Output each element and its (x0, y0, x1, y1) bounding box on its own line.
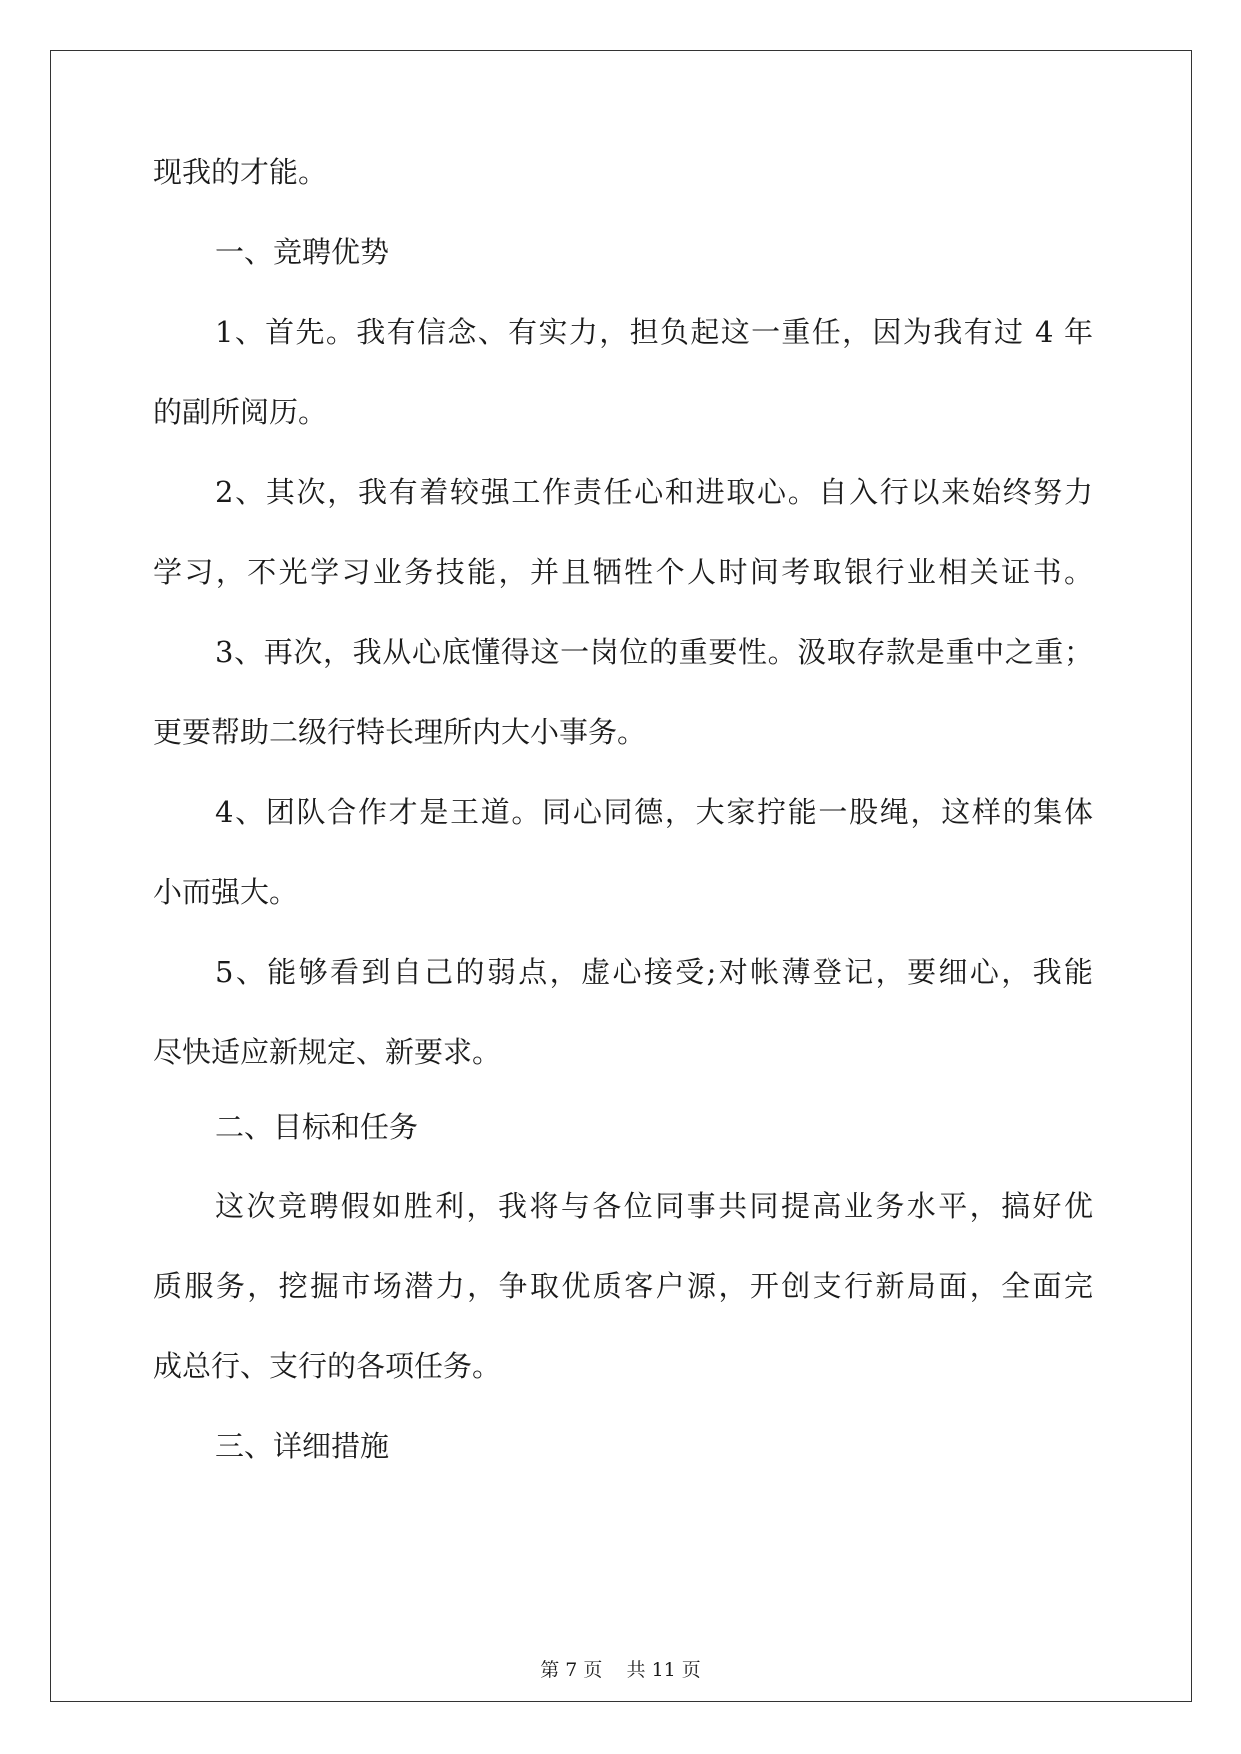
paragraph-line: 5、能够看到自己的弱点，虚心接受;对帐薄登记，要细心，我能 (215, 955, 1093, 989)
paragraph-line: 1、首先。我有信念、有实力，担负起这一重任，因为我有过 4 年 (215, 315, 1093, 349)
paragraph-line: 质服务，挖掘市场潜力，争取优质客户源，开创支行新局面，全面完 (153, 1269, 1093, 1303)
paragraph-line: 尽快适应新规定、新要求。 (153, 1035, 502, 1069)
paragraph-line: 4、团队合作才是王道。同心同德，大家拧能一股绳，这样的集体 (215, 795, 1093, 829)
paragraph-line: 学习，不光学习业务技能，并且牺牲个人时间考取银行业相关证书。 (153, 555, 1093, 589)
section-heading: 三、详细措施 (215, 1429, 390, 1463)
total-pages: 共 11 页 (626, 1659, 701, 1681)
section-heading: 一、竞聘优势 (215, 235, 390, 269)
paragraph-line: 更要帮助二级行特长理所内大小事务。 (153, 715, 647, 749)
paragraph-line: 的副所阅历。 (153, 395, 328, 429)
paragraph-line: 3、再次，我从心底懂得这一岗位的重要性。汲取存款是重中之重； (215, 635, 1093, 669)
section-heading: 二、目标和任务 (215, 1110, 419, 1144)
page-footer (0, 1658, 1241, 1682)
page-number: 第 7 页 (540, 1659, 603, 1681)
paragraph-line: 小而强大。 (153, 875, 299, 909)
paragraph-line: 这次竞聘假如胜利，我将与各位同事共同提高业务水平，搞好优 (215, 1189, 1093, 1223)
paragraph-line: 2、其次，我有着较强工作责任心和进取心。自入行以来始终努力 (215, 475, 1093, 509)
paragraph-line: 成总行、支行的各项任务。 (153, 1349, 502, 1383)
paragraph-line: 现我的才能。 (153, 155, 328, 189)
